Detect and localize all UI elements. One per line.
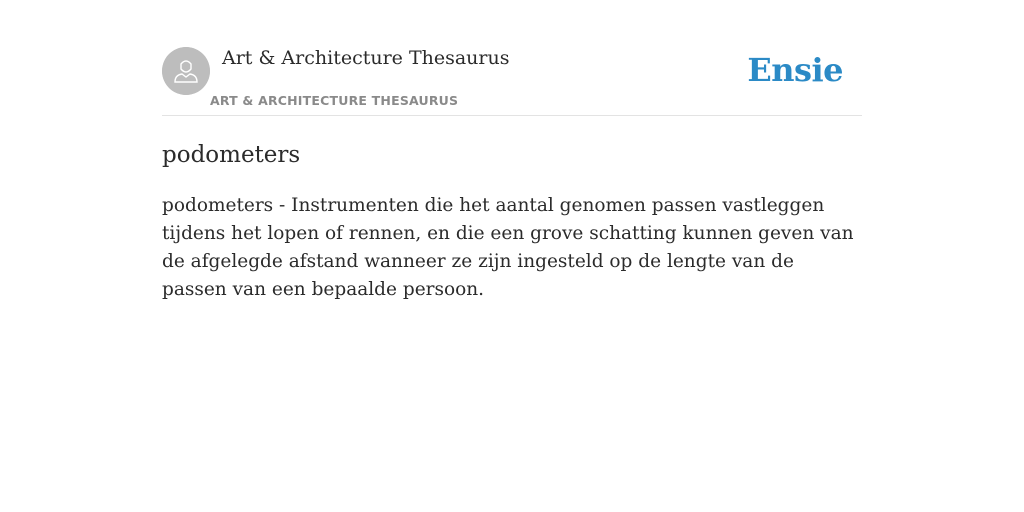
user-avatar-icon[interactable] bbox=[162, 47, 210, 95]
page bbox=[162, 0, 862, 300]
brand-logo[interactable]: Ensie bbox=[747, 51, 843, 89]
entry-definition: podometers - Instrumenten die het aantal genomen passen vastleggen tijdens het lopen of rennen, en die een grove schatting kunnen geven van de afgelegde afstand wanneer ze zijn ingesteld op de lengte van de passen van een bepaalde persoon. bbox=[162, 195, 854, 300]
entry-term: podometers bbox=[162, 142, 301, 168]
author-subtitle[interactable]: ART & ARCHITECTURE THESAURUS bbox=[210, 93, 459, 108]
header bbox=[162, 0, 862, 116]
author-name[interactable]: Art & Architecture Thesaurus bbox=[222, 47, 510, 69]
